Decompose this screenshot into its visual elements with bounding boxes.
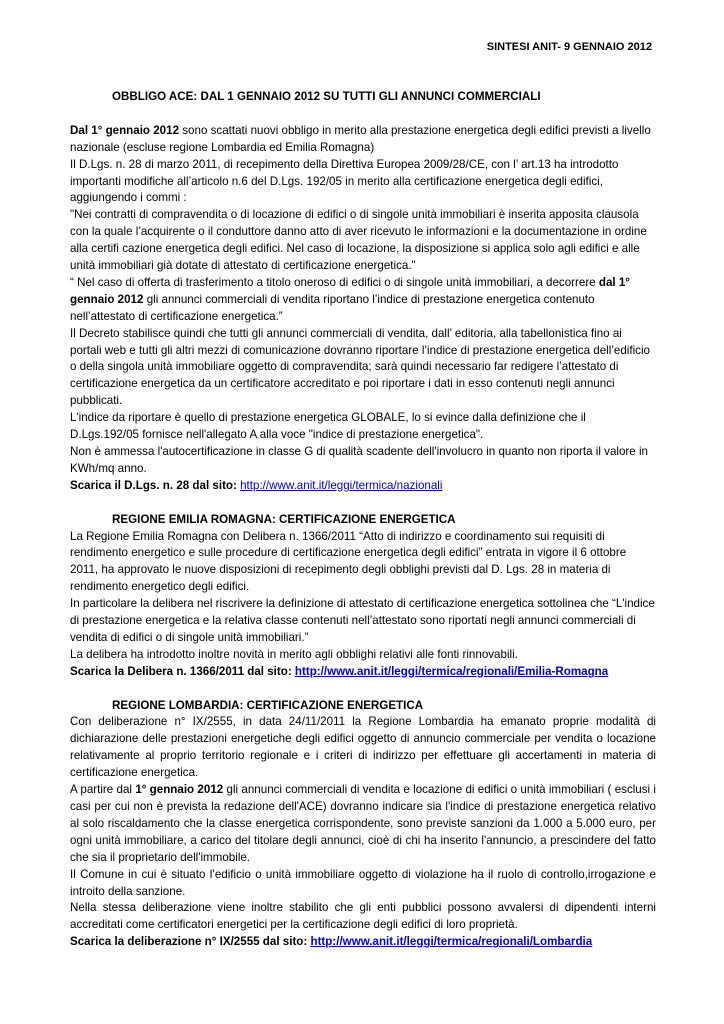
link-emilia-romagna[interactable]: http://www.anit.it/leggi/termica/regionali/Emilia-Romagna <box>294 664 609 678</box>
link-lombardia[interactable]: http://www.anit.it/leggi/termica/regionali/Lombardia <box>310 935 593 949</box>
paragraph: Non è ammessa l'autocertificazione in classe G di qualità scadente dell'involucro in quanto non riporta il valore in KWh/mq anno. <box>70 445 648 475</box>
paragraph: Nella stessa deliberazione viene inoltre stabilito che gli enti pubblici possono avvalersi di dipendenti interni accreditati come certificatori energetici per la certificazione degli edifici di loro proprietà. <box>70 901 656 932</box>
document-body <box>70 89 656 951</box>
paragraph: Il Comune in cui è situato l’edificio o unità immobiliare oggetto di violazione ha il ruolo di controllo,irrogazione e introito della sanzione. <box>70 867 656 898</box>
link-nazionali[interactable]: http://www.anit.it/leggi/termica/nazionali <box>240 478 443 492</box>
bold-date: dal 1° gennaio 2012 <box>70 275 630 306</box>
paragraph: "Nei contratti di compravendita o di locazione di edifici o di singole unità immobiliari è inserita apposita clausola con la quale l’acquirente o il conduttore danno atto di aver ricevuto le informazioni e la documentazione in ordine alla certifi cazione energetica degli edifici. Nel caso di locazione, la disposizione si applica solo agli edifici e alle unità immobiliari già dotate di attestato di certificazione energetica." <box>70 208 647 273</box>
bold-date: Dal 1° gennaio 2012 <box>70 123 180 137</box>
paragraph: Il D.Lgs. n. 28 di marzo 2011, di recepimento della Direttiva Europea 2009/28/CE, con l’ art.13 ha introdotto importanti modifiche all’articolo n.6 del D.Lgs. 192/05 in merito alla certificazione energetica degli edifici, aggiungendo i commi : <box>70 157 619 205</box>
section-title-ace: OBBLIGO ACE: DAL 1 GENNAIO 2012 SU TUTTI GLI ANNUNCI COMMERCIALI <box>112 90 541 103</box>
section-title-emilia-romagna: REGIONE EMILIA ROMAGNA: CERTIFICAZIONE ENERGETICA <box>112 512 456 526</box>
paragraph: A partire dal 1° gennaio 2012 gli annunci commerciali di vendita e locazione di edifici o unità immobiliari ( esclusi i casi per cui non è prevista la redazione dell'ACE) dovranno indicare sia l'indice di prestazione energetica relativo al solo riscaldamento che la classe energetica corrispondente, sono previste sanzioni da 1.000 a 5.000 euro, per ogni unità immobiliare, a carico del titolare degli annunci, cioè di chi ha inserito l'annuncio, a prescindere del fatto che sia il proprietario dell'immobile. <box>70 783 656 864</box>
paragraph: Dal 1° gennaio 2012 sono scattati nuovi obbligo in merito alla prestazione energetica degli edifici previsti a livello nazionale (escluse regione Lombardia ed Emilia Romagna) <box>70 123 651 154</box>
paragraph: L'indice da riportare è quello di prestazione energetica GLOBALE, lo si evince dalla definizione che il D.Lgs.192/05 fornisce nell'allegato A alla voce "indice di prestazione energetica". <box>70 411 586 442</box>
download-line: Scarica la Delibera n. 1366/2011 dal sito: http://www.anit.it/leggi/termica/regionali/Emilia-Romagna <box>70 664 609 678</box>
paragraph: “ Nel caso di offerta di trasferimento a titolo oneroso di edifici o di singole unità immobiliari, a decorrere dal 1° gennaio 2012 gli annunci commerciali di vendita riportano l’indice di prestazione energetica contenuto nell’attestato di certificazione energetica.” <box>70 275 630 323</box>
paragraph: La Regione Emilia Romagna con Delibera n. 1366/2011 “Atto di indirizzo e coordinamento sui requisiti di rendimento energetico e sulle procedure di certificazione energetica degli edifici” entrata in vigore il 6 ottobre 2011, ha approvato le nuove disposizioni di recepimento degli obblighi previsti dal D. Lgs. 28 in materia di rendimento energetico degli edifici. <box>70 529 627 594</box>
download-line: Scarica la deliberazione n° IX/2555 dal sito: http://www.anit.it/leggi/termica/regionali/Lombardia <box>70 935 593 949</box>
paragraph: Con deliberazione n° IX/2555, in data 24/11/2011 la Regione Lombardia ha emanato proprie modalità di dichiarazione delle prestazioni energetiche degli edifici oggetto di annuncio commerciale per vendita o locazione relativamente al proprio territorio regionale e i criteri di indirizzo per effettuare gli accertamenti in materia di certificazione energetica. <box>70 715 656 780</box>
paragraph: In particolare la delibera nel riscrivere la definizione di attestato di certificazione energetica sottolinea che “L'indice di prestazione energetica e la relativa classe contenuti nell’attestato sono riportati negli annunci commerciali di vendita di edifici o di singole unità immobiliari.” <box>70 597 655 644</box>
paragraph: Il Decreto stabilisce quindi che tutti gli annunci commerciali di vendita, dall’ editoria, alla tabellonistica fino ai portali web e tutti gli altri mezzi di comunicazione dovranno riportare l’indice di prestazione energetica dell’edificio o della singola unità immobiliare oggetto di compravendita; sarà quindi necessario far redigere l’attestato di certificazione energetica da un certificatore accreditato e poi riportare i dati in esso contenuti negli annunci pubblicati. <box>70 326 650 408</box>
paragraph: La delibera ha introdotto inoltre novità in merito agli obblighi relativi alle fonti rinnovabili. <box>70 647 518 661</box>
bold-date: 1° gennaio 2012 <box>135 783 224 797</box>
download-line: Scarica il D.Lgs. n. 28 dal sito: http://www.anit.it/leggi/termica/nazionali <box>70 478 443 492</box>
page-header: SINTESI ANIT- 9 GENNAIO 2012 <box>486 41 652 53</box>
section-title-lombardia: REGIONE LOMBARDIA: CERTIFICAZIONE ENERGETICA <box>112 698 424 712</box>
